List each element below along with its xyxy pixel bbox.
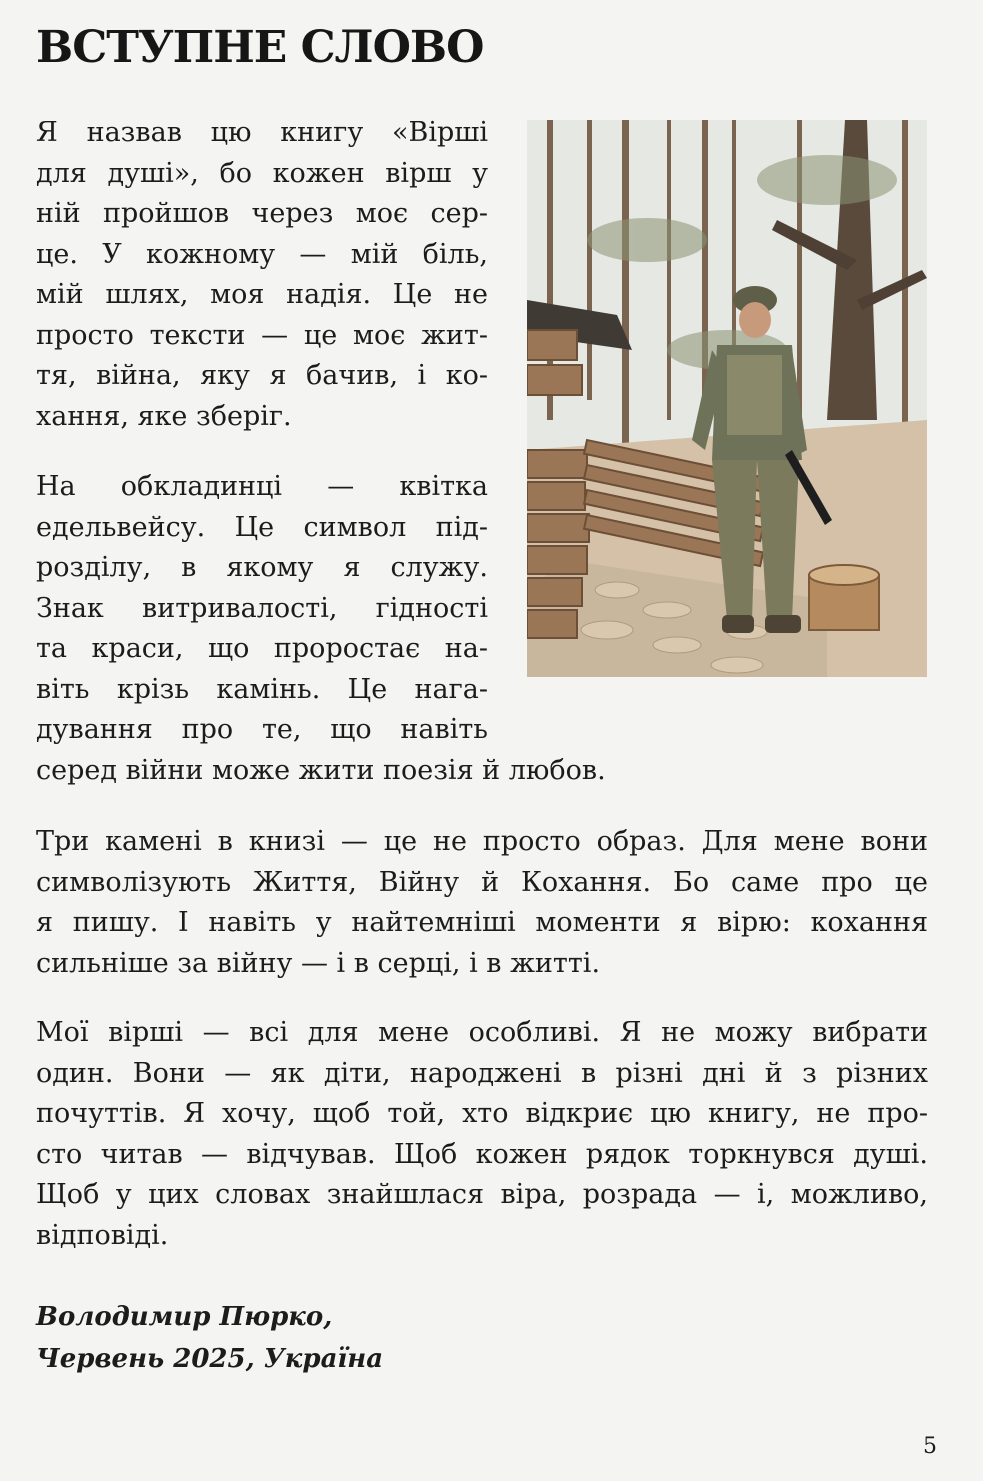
text-line: це. У кожному — мій біль, (36, 238, 488, 270)
text-line: тя, війна, яку я бачив, і ко- (36, 360, 488, 391)
page-number: 5 (923, 1434, 937, 1459)
paragraph-intro (36, 113, 488, 437)
stump (809, 565, 879, 630)
text-line: серед війни може жити поезія й любов. (36, 754, 606, 786)
text-line: розділу, в якому я служу. (36, 552, 488, 583)
text-line: На обкладинці — квітка (36, 471, 488, 502)
paragraph-edelweiss (36, 467, 606, 791)
text-line: мій шлях, моя надія. Це не (36, 279, 488, 310)
paragraph-stones (36, 822, 928, 984)
text-line: та краси, що проростає на- (36, 633, 488, 664)
text-line: Знак витривалості, гідності (36, 592, 488, 624)
text-line: я пишу. І навіть у найтемніші моменти я вірю: кохання (36, 907, 928, 938)
text-line: едельвейсу. Це символ під- (36, 511, 488, 543)
text-line: для душі», бо кожен вірш у (36, 157, 488, 189)
text-line: Мої вірші — всі для мене особливі. Я не можу вибрати (36, 1017, 928, 1048)
page-title: ВСТУПНЕ СЛОВО (36, 22, 484, 73)
text-line: ній пройшов через моє сер- (36, 198, 488, 229)
text-line: відповіді. (36, 1219, 169, 1251)
text-line: хання, яке зберіг. (36, 400, 292, 432)
text-line: віть крізь камінь. Це нага- (36, 673, 488, 705)
text-line: Я назвав цю книгу «Вірші (36, 117, 488, 148)
text-line: сто читав — відчував. Щоб кожен рядок торкнувся душі. (36, 1138, 928, 1170)
author-name: Володимир Пюрко, (36, 1302, 333, 1332)
text-line: дування про те, що навіть (36, 714, 488, 745)
text-line: сильніше за війну — і в серці, і в житті. (36, 947, 601, 979)
text-line: просто тексти — це моє жит- (36, 319, 488, 351)
text-line: Щоб у цих словах знайшлася віра, розрада — і, можливо, (36, 1179, 928, 1210)
text-line: символізують Життя, Війну й Кохання. Бо саме про це (36, 866, 928, 898)
date-place: Червень 2025, Україна (36, 1344, 384, 1374)
author-photo (527, 120, 927, 677)
text-line: почуттів. Я хочу, щоб той, хто відкриє цю книгу, не про- (36, 1098, 928, 1129)
paragraph-poems (36, 1013, 928, 1256)
text-line: один. Вони — як діти, народжені в різні дні й з різних (36, 1057, 928, 1089)
text-line: Три камені в книзі — це не просто образ. Для мене вони (36, 826, 928, 857)
signature (36, 1296, 383, 1380)
